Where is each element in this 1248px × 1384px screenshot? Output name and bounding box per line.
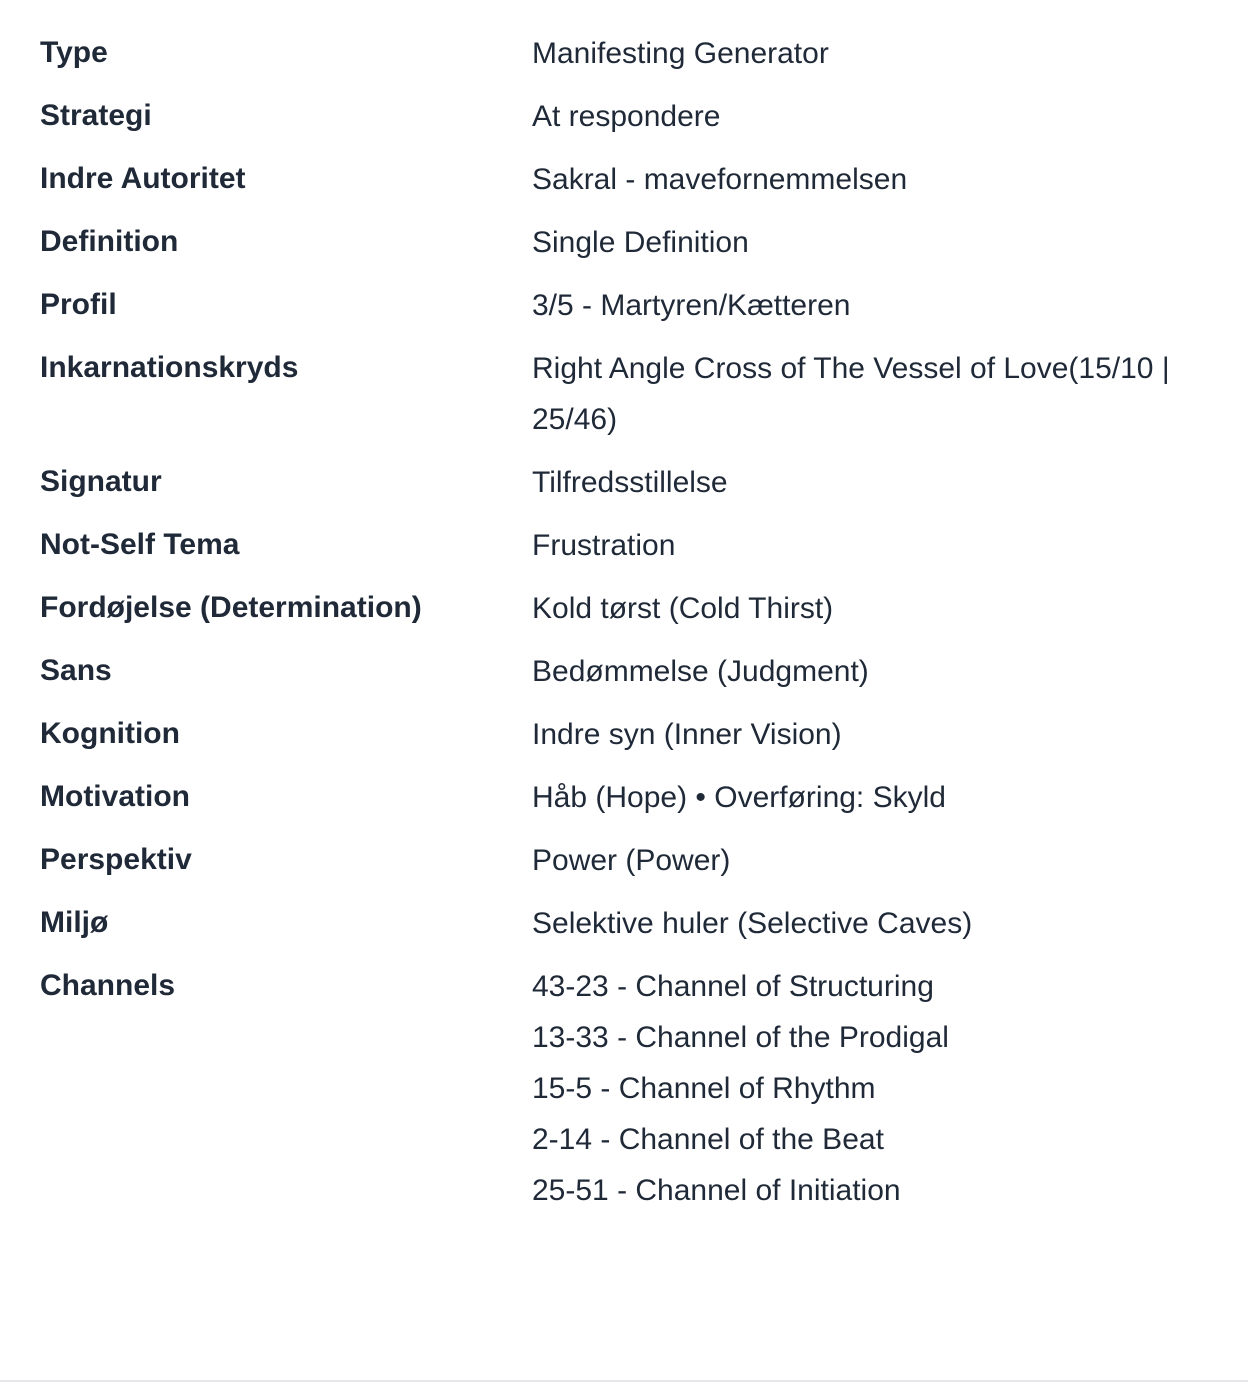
property-row-cognition bbox=[40, 703, 1230, 766]
property-label: Motivation bbox=[40, 780, 190, 813]
property-value: Indre syn (Inner Vision) bbox=[532, 718, 842, 751]
property-value: Selektive huler (Selective Caves) bbox=[532, 907, 973, 940]
property-label: Sans bbox=[40, 654, 112, 687]
property-value: Kold tørst (Cold Thirst) bbox=[532, 592, 834, 625]
property-value: Manifesting Generator bbox=[532, 37, 829, 70]
property-value: Single Definition bbox=[532, 226, 749, 259]
property-row-profile bbox=[40, 274, 1230, 337]
property-value: Frustration bbox=[532, 529, 676, 562]
property-label: Inkarnationskryds bbox=[40, 351, 299, 384]
property-value: Sakral - mavefornemmelsen bbox=[532, 163, 908, 196]
property-row-not-self-theme bbox=[40, 514, 1230, 577]
property-row-determination bbox=[40, 577, 1230, 640]
property-row-strategy bbox=[40, 85, 1230, 148]
property-label: Type bbox=[40, 36, 108, 69]
channels-list bbox=[532, 961, 1230, 1216]
property-value: Håb (Hope) • Overføring: Skyld bbox=[532, 781, 946, 814]
property-value: Right Angle Cross of The Vessel of Love(15/10 | 25/46) bbox=[532, 352, 1170, 436]
property-label: Not-Self Tema bbox=[40, 528, 240, 561]
property-value: Power (Power) bbox=[532, 844, 731, 877]
property-label: Indre Autoritet bbox=[40, 162, 246, 195]
property-row-environment bbox=[40, 892, 1230, 955]
property-row-type bbox=[40, 22, 1230, 85]
property-label: Kognition bbox=[40, 717, 180, 750]
divider bbox=[0, 1380, 1248, 1382]
property-row-channels bbox=[40, 955, 1230, 1222]
property-row-perspective bbox=[40, 829, 1230, 892]
property-value: 3/5 - Martyren/Kætteren bbox=[532, 289, 851, 322]
property-value: Bedømmelse (Judgment) bbox=[532, 655, 869, 688]
property-row-authority bbox=[40, 148, 1230, 211]
channel-item: 15-5 - Channel of Rhythm bbox=[532, 1072, 876, 1105]
channel-item: 13-33 - Channel of the Prodigal bbox=[532, 1021, 949, 1054]
property-label: Channels bbox=[40, 969, 176, 1002]
property-label: Strategi bbox=[40, 99, 152, 132]
channel-item: 2-14 - Channel of the Beat bbox=[532, 1123, 884, 1156]
channel-item: 43-23 - Channel of Structuring bbox=[532, 970, 934, 1003]
channel-item: 25-51 - Channel of Initiation bbox=[532, 1174, 901, 1207]
property-row-incarnation-cross bbox=[40, 337, 1230, 451]
property-row-sense bbox=[40, 640, 1230, 703]
property-value: At respondere bbox=[532, 100, 721, 133]
property-label: Miljø bbox=[40, 906, 109, 939]
property-label: Profil bbox=[40, 288, 117, 321]
chart-properties-list bbox=[40, 22, 1230, 1222]
property-label: Definition bbox=[40, 225, 179, 258]
property-row-definition bbox=[40, 211, 1230, 274]
property-label: Perspektiv bbox=[40, 843, 192, 876]
property-row-motivation bbox=[40, 766, 1230, 829]
property-row-signature bbox=[40, 451, 1230, 514]
property-label: Signatur bbox=[40, 465, 162, 498]
property-value: Tilfredsstillelse bbox=[532, 466, 728, 499]
property-label: Fordøjelse (Determination) bbox=[40, 591, 422, 624]
